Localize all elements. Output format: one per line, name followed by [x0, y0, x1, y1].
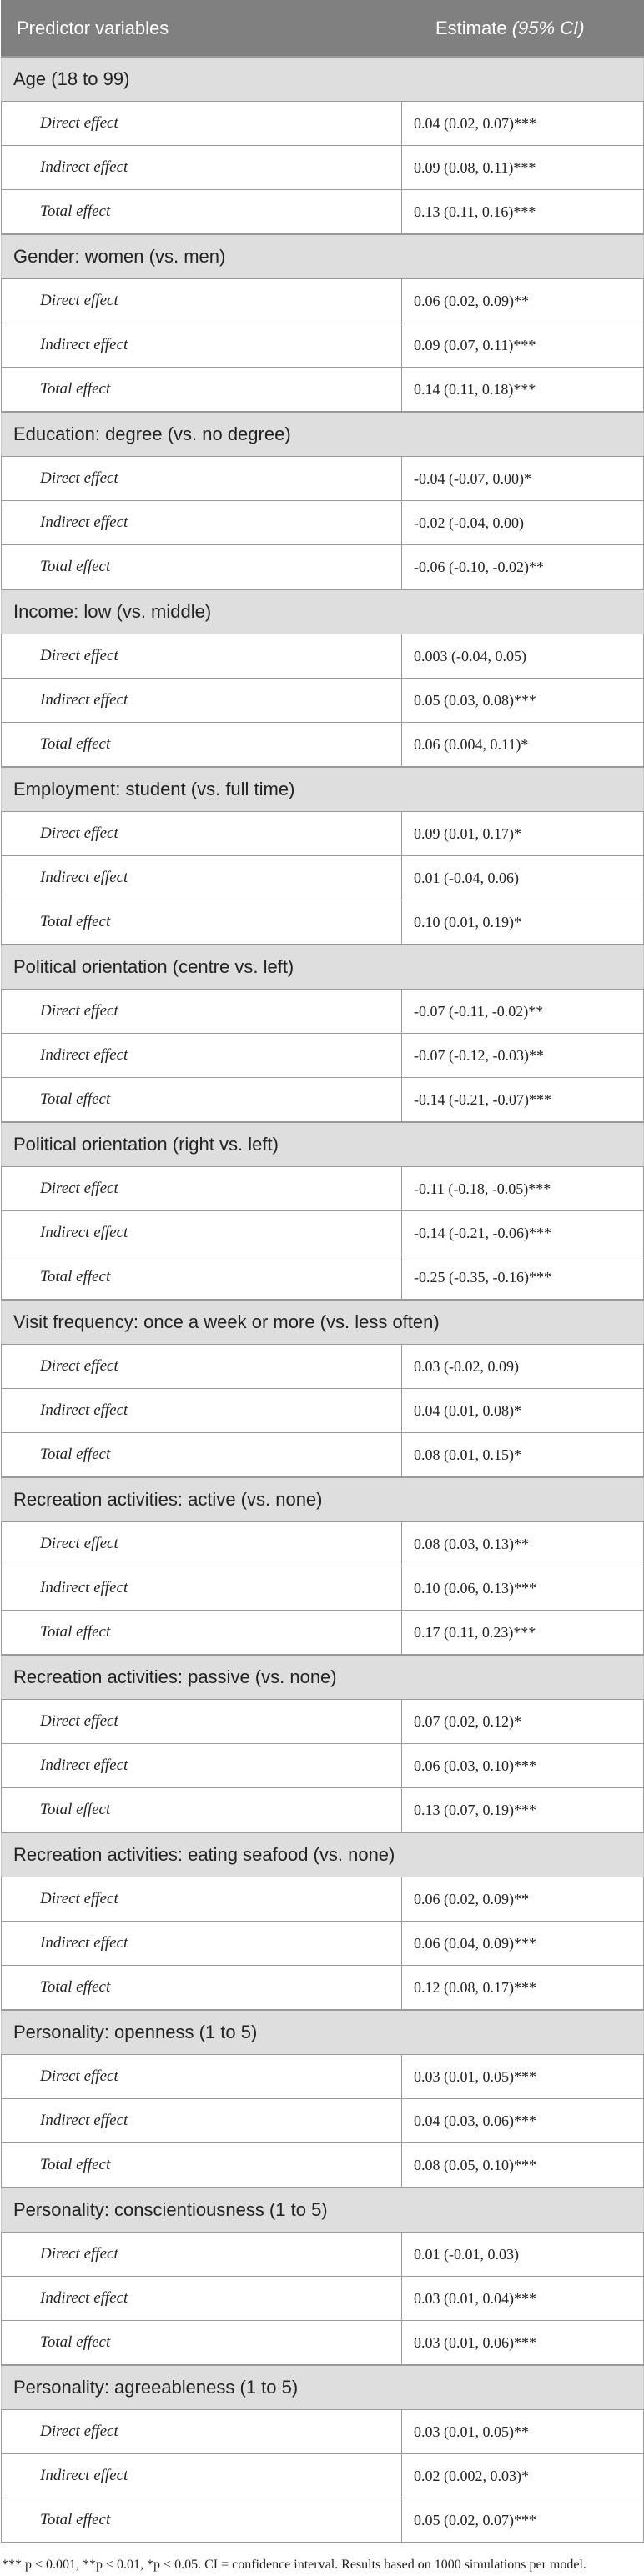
effect-label: Direct effect	[2, 102, 402, 146]
effect-label: Total effect	[2, 1255, 402, 1301]
effect-label: Total effect	[2, 900, 402, 945]
effect-label: Indirect effect	[2, 856, 402, 900]
estimate-value: 0.02 (0.002, 0.03)*	[402, 2454, 644, 2498]
table-row	[2, 990, 644, 1034]
effect-label: Indirect effect	[2, 679, 402, 723]
estimate-value: -0.14 (-0.21, -0.06)***	[402, 1211, 644, 1255]
table-body	[2, 57, 644, 2543]
estimate-value: 0.05 (0.03, 0.08)***	[402, 679, 644, 723]
effect-label: Indirect effect	[2, 1389, 402, 1433]
group-title: Income: low (vs. middle)	[2, 589, 644, 634]
estimate-value: 0.13 (0.11, 0.16)***	[402, 190, 644, 235]
table-row	[2, 146, 644, 190]
estimate-value: 0.03 (0.01, 0.06)***	[402, 2321, 644, 2366]
table-row	[2, 2410, 644, 2454]
effect-label: Direct effect	[2, 1522, 402, 1566]
table-row	[2, 323, 644, 368]
table-row	[2, 1255, 644, 1301]
estimate-value: -0.07 (-0.12, -0.03)**	[402, 1034, 644, 1078]
group-title: Visit frequency: once a week or more (vs. less often)	[2, 1300, 644, 1345]
estimate-value: 0.09 (0.01, 0.17)*	[402, 812, 644, 856]
predictor-column-header: Predictor variables	[2, 1, 402, 58]
estimate-column-header	[402, 1, 644, 58]
group-header-row	[2, 1832, 644, 1877]
group-header-row	[2, 945, 644, 990]
table-row	[2, 856, 644, 900]
effect-label: Direct effect	[2, 1345, 402, 1389]
table-row	[2, 368, 644, 413]
estimate-value: 0.06 (0.02, 0.09)**	[402, 1877, 644, 1922]
effect-label: Indirect effect	[2, 2454, 402, 2498]
estimate-value: 0.04 (0.03, 0.06)***	[402, 2099, 644, 2143]
group-header-row	[2, 2188, 644, 2233]
estimate-value: 0.03 (0.01, 0.05)***	[402, 2055, 644, 2099]
group-title: Political orientation (right vs. left)	[2, 1122, 644, 1167]
ci-label: (95% CI)	[511, 18, 585, 38]
effect-label: Indirect effect	[2, 323, 402, 368]
effect-label: Direct effect	[2, 634, 402, 679]
estimate-value: -0.14 (-0.21, -0.07)***	[402, 1078, 644, 1123]
table-row	[2, 457, 644, 501]
estimate-value: 0.05 (0.02, 0.07)***	[402, 2498, 644, 2543]
table-row	[2, 1922, 644, 1966]
group-title: Personality: agreeableness (1 to 5)	[2, 2365, 644, 2410]
table-row	[2, 1034, 644, 1078]
table-row	[2, 1966, 644, 2011]
group-header-row	[2, 2010, 644, 2055]
estimate-value: 0.14 (0.11, 0.18)***	[402, 368, 644, 413]
estimate-value: 0.10 (0.06, 0.13)***	[402, 1566, 644, 1611]
estimate-value: 0.04 (0.02, 0.07)***	[402, 102, 644, 146]
effect-label: Indirect effect	[2, 1744, 402, 1788]
table-row	[2, 1078, 644, 1123]
estimate-value: 0.13 (0.07, 0.19)***	[402, 1788, 644, 1833]
table-row	[2, 2321, 644, 2366]
group-title: Gender: women (vs. men)	[2, 234, 644, 279]
effect-label: Indirect effect	[2, 1566, 402, 1611]
table-row	[2, 2143, 644, 2188]
estimate-value: -0.06 (-0.10, -0.02)**	[402, 545, 644, 590]
estimate-value: 0.17 (0.11, 0.23)***	[402, 1611, 644, 1656]
effect-label: Direct effect	[2, 1700, 402, 1744]
group-header-row	[2, 57, 644, 102]
group-title: Personality: openness (1 to 5)	[2, 2010, 644, 2055]
effect-label: Direct effect	[2, 457, 402, 501]
effect-label: Total effect	[2, 1966, 402, 2011]
estimate-label: Estimate	[435, 18, 507, 38]
table-row	[2, 1877, 644, 1922]
effect-label: Indirect effect	[2, 2277, 402, 2321]
estimate-value: 0.06 (0.03, 0.10)***	[402, 1744, 644, 1788]
estimate-value: -0.02 (-0.04, 0.00)	[402, 501, 644, 545]
table-row	[2, 2454, 644, 2498]
group-header-row	[2, 767, 644, 812]
table-row	[2, 1700, 644, 1744]
effect-label: Total effect	[2, 190, 402, 235]
estimate-value: -0.25 (-0.35, -0.16)***	[402, 1255, 644, 1301]
group-title: Political orientation (centre vs. left)	[2, 945, 644, 990]
table-row	[2, 634, 644, 679]
table-row	[2, 1389, 644, 1433]
effect-label: Total effect	[2, 1078, 402, 1123]
table-row	[2, 2277, 644, 2321]
results-table	[1, 0, 644, 2543]
table-row	[2, 279, 644, 323]
table-row	[2, 679, 644, 723]
table-row	[2, 1788, 644, 1833]
table-row	[2, 1611, 644, 1656]
table-row	[2, 812, 644, 856]
group-title: Employment: student (vs. full time)	[2, 767, 644, 812]
table-row	[2, 545, 644, 590]
estimate-value: 0.08 (0.03, 0.13)**	[402, 1522, 644, 1566]
estimate-value: 0.03 (0.01, 0.04)***	[402, 2277, 644, 2321]
table-header-row	[2, 1, 644, 58]
effect-label: Total effect	[2, 2498, 402, 2543]
effect-label: Direct effect	[2, 2410, 402, 2454]
estimate-value: 0.01 (-0.04, 0.06)	[402, 856, 644, 900]
table-row	[2, 1211, 644, 1255]
effect-label: Direct effect	[2, 1877, 402, 1922]
estimate-value: -0.04 (-0.07, 0.00)*	[402, 457, 644, 501]
effect-label: Total effect	[2, 545, 402, 590]
effect-label: Total effect	[2, 368, 402, 413]
estimate-value: 0.06 (0.004, 0.11)*	[402, 723, 644, 768]
group-header-row	[2, 589, 644, 634]
estimate-value: 0.06 (0.02, 0.09)**	[402, 279, 644, 323]
table-row	[2, 1566, 644, 1611]
estimate-value: 0.04 (0.01, 0.08)*	[402, 1389, 644, 1433]
estimate-value: 0.06 (0.04, 0.09)***	[402, 1922, 644, 1966]
effect-label: Indirect effect	[2, 1922, 402, 1966]
estimate-value: 0.12 (0.08, 0.17)***	[402, 1966, 644, 2011]
estimate-value: 0.08 (0.01, 0.15)*	[402, 1433, 644, 1478]
group-title: Personality: conscientiousness (1 to 5)	[2, 2188, 644, 2233]
table-row	[2, 1345, 644, 1389]
group-title: Education: degree (vs. no degree)	[2, 412, 644, 457]
table-row	[2, 1433, 644, 1478]
effect-label: Indirect effect	[2, 501, 402, 545]
effect-label: Total effect	[2, 1433, 402, 1478]
group-title: Age (18 to 99)	[2, 57, 644, 102]
table-row	[2, 1744, 644, 1788]
estimate-value: 0.003 (-0.04, 0.05)	[402, 634, 644, 679]
effect-label: Total effect	[2, 2321, 402, 2366]
group-header-row	[2, 1122, 644, 1167]
estimate-value: -0.11 (-0.18, -0.05)***	[402, 1167, 644, 1211]
effect-label: Direct effect	[2, 990, 402, 1034]
estimate-value: 0.03 (0.01, 0.05)**	[402, 2410, 644, 2454]
effect-label: Total effect	[2, 1611, 402, 1656]
effect-label: Direct effect	[2, 812, 402, 856]
group-title: Recreation activities: eating seafood (vs. none)	[2, 1832, 644, 1877]
effect-label: Total effect	[2, 723, 402, 768]
group-title: Recreation activities: passive (vs. none)	[2, 1655, 644, 1700]
estimate-value: -0.07 (-0.11, -0.02)**	[402, 990, 644, 1034]
effect-label: Total effect	[2, 1788, 402, 1833]
estimate-value: 0.08 (0.05, 0.10)***	[402, 2143, 644, 2188]
table-row	[2, 2498, 644, 2543]
effect-label: Indirect effect	[2, 2099, 402, 2143]
table-row	[2, 501, 644, 545]
group-header-row	[2, 1300, 644, 1345]
estimate-value: 0.09 (0.07, 0.11)***	[402, 323, 644, 368]
group-header-row	[2, 412, 644, 457]
table-row	[2, 2055, 644, 2099]
group-title: Recreation activities: active (vs. none)	[2, 1477, 644, 1522]
group-header-row	[2, 2365, 644, 2410]
table-row	[2, 190, 644, 235]
estimate-value: 0.03 (-0.02, 0.09)	[402, 1345, 644, 1389]
group-header-row	[2, 1655, 644, 1700]
effect-label: Direct effect	[2, 1167, 402, 1211]
table-row	[2, 2099, 644, 2143]
effect-label: Indirect effect	[2, 146, 402, 190]
table-footnote: *** p < 0.001, **p < 0.01, *p < 0.05. CI = confidence interval. Results based on 1000 simulations per model.	[2, 2558, 586, 2572]
estimate-value: 0.09 (0.08, 0.11)***	[402, 146, 644, 190]
effect-label: Indirect effect	[2, 1034, 402, 1078]
effect-label: Indirect effect	[2, 1211, 402, 1255]
effect-label: Direct effect	[2, 2055, 402, 2099]
effect-label: Direct effect	[2, 279, 402, 323]
table-row	[2, 1522, 644, 1566]
effect-label: Total effect	[2, 2143, 402, 2188]
effect-label: Direct effect	[2, 2233, 402, 2277]
estimate-value: 0.07 (0.02, 0.12)*	[402, 1700, 644, 1744]
table-row	[2, 723, 644, 768]
table-row	[2, 1167, 644, 1211]
estimate-value: 0.01 (-0.01, 0.03)	[402, 2233, 644, 2277]
group-header-row	[2, 234, 644, 279]
table-row	[2, 900, 644, 945]
group-header-row	[2, 1477, 644, 1522]
table-row	[2, 102, 644, 146]
table-row	[2, 2233, 644, 2277]
estimate-value: 0.10 (0.01, 0.19)*	[402, 900, 644, 945]
